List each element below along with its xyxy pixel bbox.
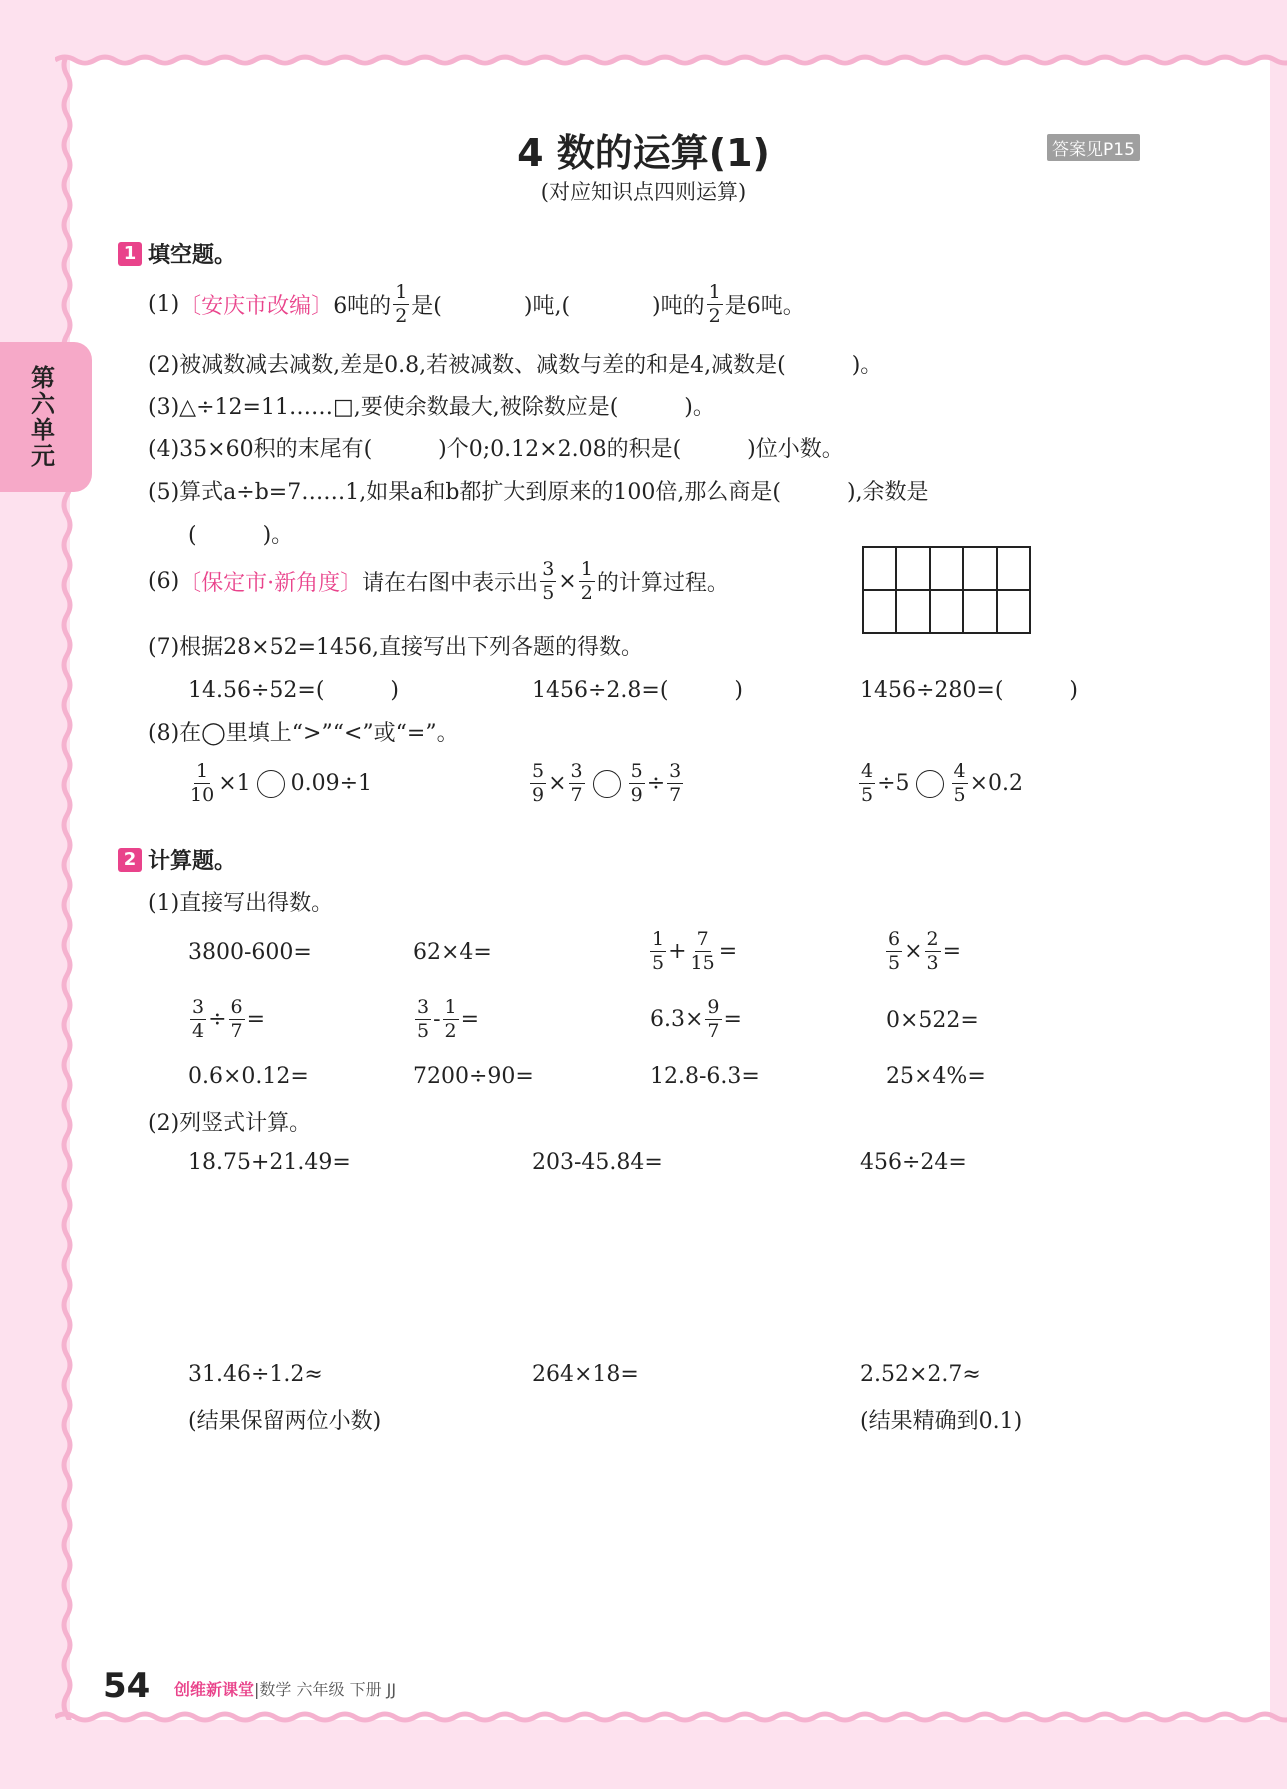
grid-cell[interactable] xyxy=(863,547,896,590)
fraction: $\frac{7}{15}$ xyxy=(690,928,715,974)
operator: = xyxy=(460,1007,480,1032)
calc-item: 7200÷90= xyxy=(413,1064,534,1089)
fraction: $\frac{9}{7}$ xyxy=(707,996,720,1042)
operator: ÷ xyxy=(208,1007,227,1032)
q1-8-compare-2 xyxy=(528,762,685,805)
question-1-4: (4)35×60积的末尾有( )个0;0.12×2.08的积是( )位小数。 xyxy=(148,437,844,462)
fraction: $\frac{2}{3}$ xyxy=(926,928,939,974)
q1-7-item-1: 14.56÷52=( ) xyxy=(188,678,400,703)
expression: 6.3× xyxy=(650,1007,704,1032)
compare-circle[interactable] xyxy=(916,770,944,798)
operator: × xyxy=(904,939,923,964)
vertical-calc-item: 203-45.84= xyxy=(532,1150,663,1175)
question-1-8: (8)在◯里填上“>”“<”或“=”。 xyxy=(148,721,459,746)
vertical-calc-item: 31.46÷1.2≈ xyxy=(188,1362,323,1387)
operator: × xyxy=(558,569,577,594)
fraction: $\frac{3}{7}$ xyxy=(669,760,682,806)
grid-cell[interactable] xyxy=(997,590,1030,633)
calc-item: 0×522= xyxy=(886,1008,979,1033)
operator: × xyxy=(548,771,567,796)
compare-circle[interactable] xyxy=(257,770,285,798)
q1-8-compare-3 xyxy=(857,762,1023,805)
q1-7-item-3: 1456÷280=( ) xyxy=(860,678,1079,703)
calc-item: 25×4%= xyxy=(886,1064,986,1089)
question-1-7: (7)根据28×52=1456,直接写出下列各题的得数。 xyxy=(148,635,644,660)
fraction: $\frac{3}{4}$ xyxy=(192,996,205,1042)
expression: ×0.2 xyxy=(969,771,1024,796)
operator: ÷ xyxy=(646,771,666,796)
q1-1-text: 是( xyxy=(411,294,442,319)
fraction: $\frac{3}{5}$ xyxy=(542,558,555,604)
grid-cell[interactable] xyxy=(896,547,929,590)
page-subtitle: (对应知识点四则运算) xyxy=(540,180,747,204)
grid-cell[interactable] xyxy=(930,590,963,633)
section-2-number: 2 xyxy=(118,848,142,872)
operator: = xyxy=(942,939,962,964)
expression: ÷5 xyxy=(877,771,910,796)
q1-1-text: 6吨的 xyxy=(333,294,392,319)
unit-tab xyxy=(0,342,92,492)
unit-tab-label: 第六单元 xyxy=(26,365,55,469)
page-title: 4 数的运算(1) xyxy=(517,131,770,175)
expression: 0.09÷1 xyxy=(290,771,373,796)
vertical-calc-item: 18.75+21.49= xyxy=(188,1150,351,1175)
q1-6-source-tag: 〔保定市·新角度〕 xyxy=(179,571,363,596)
wavy-border-top xyxy=(55,45,1287,75)
footer-info xyxy=(174,1677,396,1700)
fraction: $\frac{3}{5}$ xyxy=(417,996,430,1042)
fraction: $\frac{1}{2}$ xyxy=(708,281,721,327)
question-1-6 xyxy=(148,560,729,603)
calc-item: 12.8-6.3= xyxy=(650,1064,760,1089)
calc-item: 3800-600= xyxy=(188,940,312,965)
wavy-border-left xyxy=(52,55,82,1720)
section-2-part-2: (2)列竖式计算。 xyxy=(148,1111,312,1136)
fraction: $\frac{1}{10}$ xyxy=(190,760,215,806)
question-1-3: (3)△÷12=11……□,要使余数最大,被除数应是( )。 xyxy=(148,395,715,420)
operator: + xyxy=(668,939,687,964)
fraction: $\frac{6}{7}$ xyxy=(230,996,243,1042)
footer-details: |数学 六年级 下册 JJ xyxy=(254,1680,397,1699)
calc-item xyxy=(650,998,742,1041)
fraction: $\frac{5}{9}$ xyxy=(630,760,643,806)
operator: = xyxy=(246,1007,266,1032)
fraction: $\frac{1}{2}$ xyxy=(580,558,593,604)
calc-note: (结果保留两位小数) xyxy=(188,1409,382,1434)
vertical-calc-item: 456÷24= xyxy=(860,1150,967,1175)
calc-item: 62×4= xyxy=(413,940,492,965)
fraction: $\frac{4}{5}$ xyxy=(861,760,874,806)
q1-1-text: )吨的 xyxy=(652,294,705,319)
grid-cell[interactable] xyxy=(863,590,896,633)
vertical-calc-item: 2.52×2.7≈ xyxy=(860,1362,981,1387)
fraction: $\frac{1}{2}$ xyxy=(444,996,457,1042)
question-1-1 xyxy=(148,283,805,326)
q1-1-source-tag: 〔安庆市改编〕 xyxy=(179,294,334,319)
expression: ×1 xyxy=(218,771,251,796)
grid-cell[interactable] xyxy=(963,590,996,633)
section-2-heading xyxy=(118,844,236,875)
vertical-calc-item: 264×18= xyxy=(532,1362,639,1387)
q1-6-text: 请在右图中表示出 xyxy=(362,571,539,596)
section-1-heading xyxy=(118,238,236,269)
section-1-title: 填空题。 xyxy=(148,243,237,268)
q1-1-number: (1) xyxy=(148,292,180,317)
calc-item: 0.6×0.12= xyxy=(188,1064,309,1089)
grid-cell[interactable] xyxy=(997,547,1030,590)
operator: = xyxy=(723,1007,742,1032)
q1-7-item-2: 1456÷2.8=( ) xyxy=(532,678,744,703)
fraction: $\frac{6}{5}$ xyxy=(888,928,901,974)
footer-brand: 创维新课堂 xyxy=(174,1680,255,1699)
q1-1-text: )吨,( xyxy=(523,294,571,319)
fraction: $\frac{1}{5}$ xyxy=(652,928,665,974)
section-2-part-1: (1)直接写出得数。 xyxy=(148,891,334,916)
q1-1-text: 是6吨。 xyxy=(724,294,805,319)
shading-grid[interactable] xyxy=(862,546,1031,634)
fraction: $\frac{3}{7}$ xyxy=(570,760,583,806)
q1-8-compare-1 xyxy=(186,762,372,805)
question-1-2: (2)被减数减去减数,差是0.8,若被减数、减数与差的和是4,减数是( )。 xyxy=(148,353,883,378)
section-2-title: 计算题。 xyxy=(148,849,237,874)
q1-6-text: 的计算过程。 xyxy=(596,571,729,596)
calc-note: (结果精确到0.1) xyxy=(860,1409,1023,1434)
operator: = xyxy=(718,939,738,964)
answer-reference-badge: 答案见P15 xyxy=(1047,134,1140,161)
fraction: $\frac{4}{5}$ xyxy=(953,760,966,806)
question-1-5: (5)算式a÷b=7……1,如果a和b都扩大到原来的100倍,那么商是( ),余数是 xyxy=(148,480,929,505)
section-1-number: 1 xyxy=(118,242,142,266)
grid-cell[interactable] xyxy=(930,547,963,590)
fraction: $\frac{1}{2}$ xyxy=(395,281,408,327)
page-number: 54 xyxy=(103,1666,151,1706)
q1-6-number: (6) xyxy=(148,569,180,594)
grid-cell[interactable] xyxy=(896,590,929,633)
wavy-border-bottom xyxy=(55,1702,1287,1732)
calc-item xyxy=(648,930,737,973)
calc-item xyxy=(188,998,265,1041)
compare-circle[interactable] xyxy=(593,770,621,798)
operator: - xyxy=(433,1007,441,1032)
grid-cell[interactable] xyxy=(963,547,996,590)
calc-item xyxy=(884,930,961,973)
question-1-5-continued: ( )。 xyxy=(188,523,294,548)
fraction: $\frac{5}{9}$ xyxy=(532,760,545,806)
calc-item xyxy=(413,998,479,1041)
